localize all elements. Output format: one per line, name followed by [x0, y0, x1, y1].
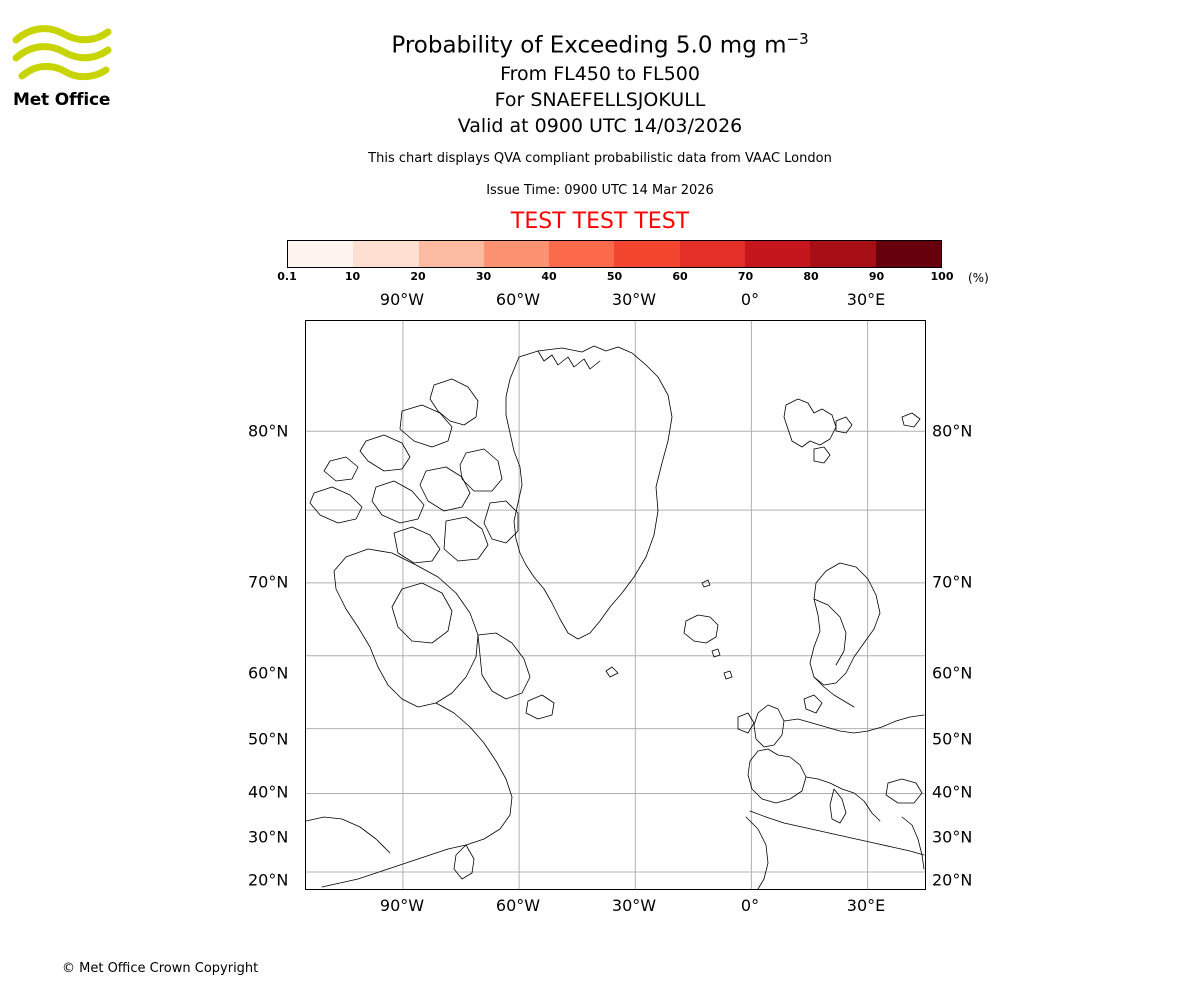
lon-tick-top-60w: 60°W: [495, 290, 541, 309]
test-banner: TEST TEST TEST: [510, 208, 690, 234]
lat-tick-left-50n: 50°N: [248, 729, 289, 749]
colorbar-tick-70: 70: [737, 270, 754, 283]
chart-title-block: [0, 24, 1200, 236]
lat-tick-left-20n: 20°N: [248, 870, 289, 890]
lat-tick-right-20n: 20°N: [932, 870, 973, 890]
page-title-superscript: −3: [786, 30, 809, 48]
page-title-text: Probability of Exceeding 5.0 mg m: [391, 32, 787, 59]
map-plot-area[interactable]: [305, 320, 926, 890]
met-office-logo-text: Met Office: [13, 90, 111, 110]
lon-tick-bottom-60w: 60°W: [495, 896, 541, 915]
flight-level-line: From FL450 to FL500: [500, 62, 700, 85]
page-title: [0, 24, 1200, 61]
colorbar-segment-0: [288, 241, 353, 267]
lon-tick-top-0: 0°: [740, 290, 760, 309]
colorbar-tick-50: 50: [606, 270, 623, 283]
copyright-text: © Met Office Crown Copyright: [62, 961, 259, 976]
lon-tick-bottom-30w: 30°W: [611, 896, 657, 915]
lat-tick-right-70n: 70°N: [932, 572, 973, 592]
colorbar-segment-1: [353, 241, 418, 267]
colorbar-tick-30: 30: [475, 270, 492, 283]
lat-tick-right-40n: 40°N: [932, 782, 973, 802]
lat-tick-left-70n: 70°N: [248, 572, 289, 592]
lat-tick-left-40n: 40°N: [248, 782, 289, 802]
issue-time-text: Issue Time: 0900 UTC 14 Mar 2026: [486, 182, 714, 198]
colorbar-segment-2: [419, 241, 484, 267]
colorbar-tick-100: 100: [930, 270, 954, 283]
lon-tick-top-30w: 30°W: [611, 290, 657, 309]
lat-tick-left-80n: 80°N: [248, 421, 289, 441]
lat-tick-left-60n: 60°N: [248, 663, 289, 683]
volcano-line: For SNAEFELLSJOKULL: [494, 88, 706, 111]
lon-tick-bottom-90w: 90°W: [379, 896, 425, 915]
lat-tick-left-30n: 30°N: [248, 827, 289, 847]
colorbar-tick-40: 40: [541, 270, 557, 283]
lat-tick-right-50n: 50°N: [932, 729, 973, 749]
colorbar-tick-0.1: 0.1: [277, 270, 297, 283]
colorbar-tick-labels: [277, 270, 954, 286]
colorbar-tick-20: 20: [410, 270, 426, 283]
disclaimer-text: This chart displays QVA compliant probabilistic data from VAAC London: [368, 150, 832, 166]
lon-tick-top-90w: 90°W: [379, 290, 425, 309]
colorbar-tick-80: 80: [803, 270, 819, 283]
lon-tick-bottom-0: 0°: [740, 896, 760, 915]
colorbar-gradient: [287, 240, 942, 268]
colorbar-segment-7: [745, 241, 810, 267]
colorbar-segment-5: [614, 241, 679, 267]
colorbar-segment-3: [484, 241, 549, 267]
map-gridlines: [306, 321, 925, 889]
probability-colorbar: [277, 240, 954, 283]
lat-tick-right-60n: 60°N: [932, 663, 973, 683]
colorbar-segment-4: [549, 241, 614, 267]
colorbar-segment-9: [876, 241, 941, 267]
colorbar-segment-8: [810, 241, 875, 267]
colorbar-segment-6: [680, 241, 745, 267]
valid-time-line: Valid at 0900 UTC 14/03/2026: [457, 114, 743, 137]
colorbar-tick-90: 90: [868, 270, 885, 283]
map-coastlines: [306, 346, 924, 889]
lat-tick-right-80n: 80°N: [932, 421, 973, 441]
colorbar-tick-10: 10: [344, 270, 361, 283]
colorbar-tick-60: 60: [672, 270, 688, 283]
lon-tick-bottom-30e: 30°E: [846, 896, 886, 915]
colorbar-units-label: (%): [968, 271, 989, 285]
lon-tick-top-30e: 30°E: [846, 290, 886, 309]
lat-tick-right-30n: 30°N: [932, 827, 973, 847]
